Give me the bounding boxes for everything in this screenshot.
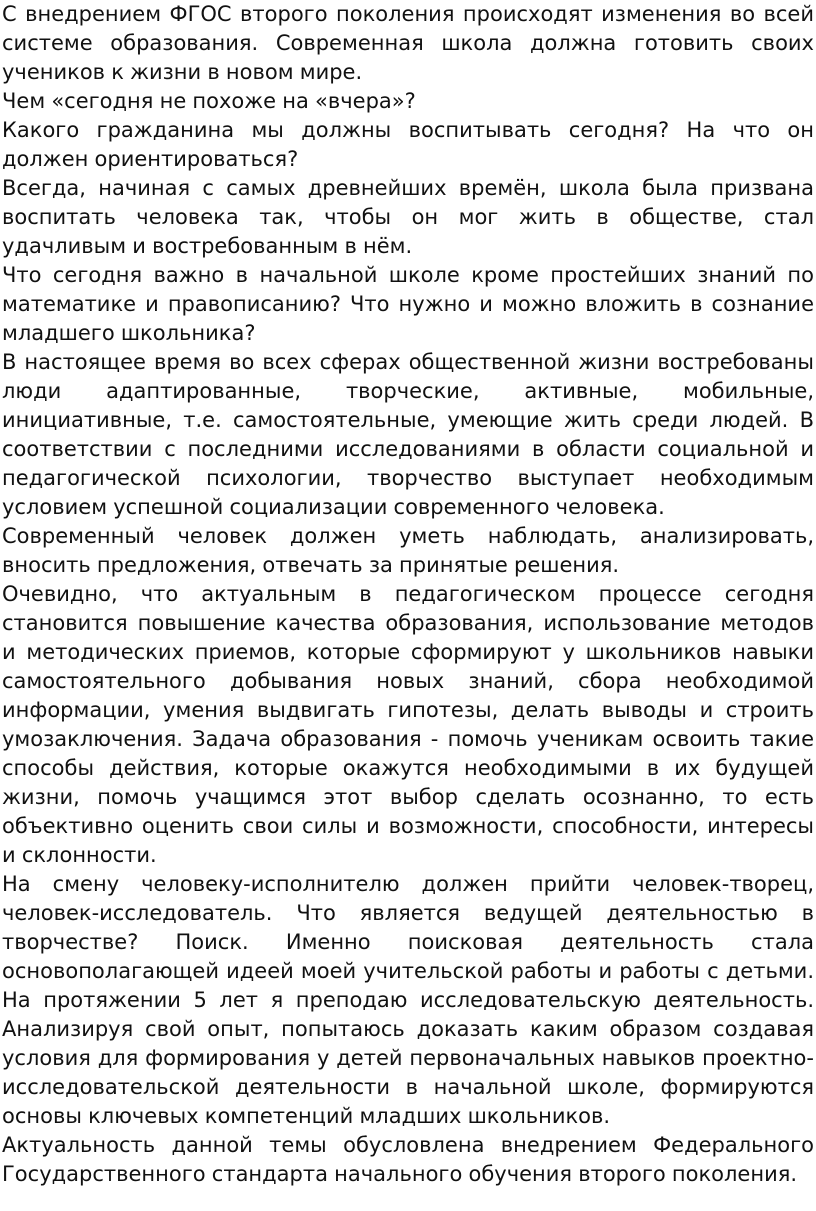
- paragraph-relevance: Актуальность данной темы обусловлена внедрением Федерального Государственного стандарта начального обучения второго поколения.: [2, 1133, 814, 1186]
- paragraph-research-activity: На смену человеку-исполнителю должен прийти человек-творец, человек-исследователь. Что является ведущей деятельностью в творчестве? Поиск. Именно поисковая деятельность стала основополагающей идеей моей учительской работы и работы с детьми. На протяжении 5 лет я преподаю исследовательскую деятельность. Анализируя свой опыт, попытаюсь доказать каким образом создавая условия для формирования у детей первоначальных навыков проектно-исследовательской деятельности в начальной школе, формируются основы ключевых компетенций младших школьников.: [2, 872, 814, 1128]
- paragraph-modern-person: Современный человек должен уметь наблюдать, анализировать, вносить предложения, отвечать за принятые решения.: [2, 524, 814, 577]
- paragraph-question-today: Чем «сегодня не похоже на «вчера»?: [2, 89, 416, 113]
- paragraph-fgos-intro: С внедрением ФГОС второго поколения происходят изменения во всей системе образования. Современная школа должна готовить своих учеников к жизни в новом мире.: [2, 2, 814, 84]
- paragraph-question-citizen: Какого гражданина мы должны воспитывать сегодня? На что он должен ориентироваться?: [2, 118, 814, 171]
- paragraph-education-quality: Очевидно, что актуальным в педагогическом процессе сегодня становится повышение качества образования, использование методов и методических приемов, которые сформируют у школьников навыки самостоятельного добывания новых знаний, сбора необходимой информации, умения выдвигать гипотезы, делать выводы и строить умозаключения. Задача образования - помочь ученикам освоить такие способы действия, которые окажутся необходимыми в их будущей жизни, помочь учащимся этот выбор сделать осознанно, то есть объективно оценить свои силы и возможности, способности, интересы и склонности.: [2, 582, 814, 867]
- paragraph-society-demands: В настоящее время во всех сферах общественной жизни востребованы люди адаптированные, творческие, активные, мобильные, инициативные, т.е. самостоятельные, умеющие жить среди людей. В соответствии с последними исследованиями в области социальной и педагогической психологии, творчество выступает необходимым условием успешной социализации современного человека.: [2, 350, 814, 519]
- paragraph-question-primary-school: Что сегодня важно в начальной школе кроме простейших знаний по математике и правописанию? Что нужно и можно вложить в сознание младшего школьника?: [2, 263, 814, 345]
- paragraph-school-purpose: Всегда, начиная с самых древнейших времён, школа была призвана воспитать человека так, чтобы он мог жить в обществе, стал удачливым и востребованным в нём.: [2, 176, 814, 258]
